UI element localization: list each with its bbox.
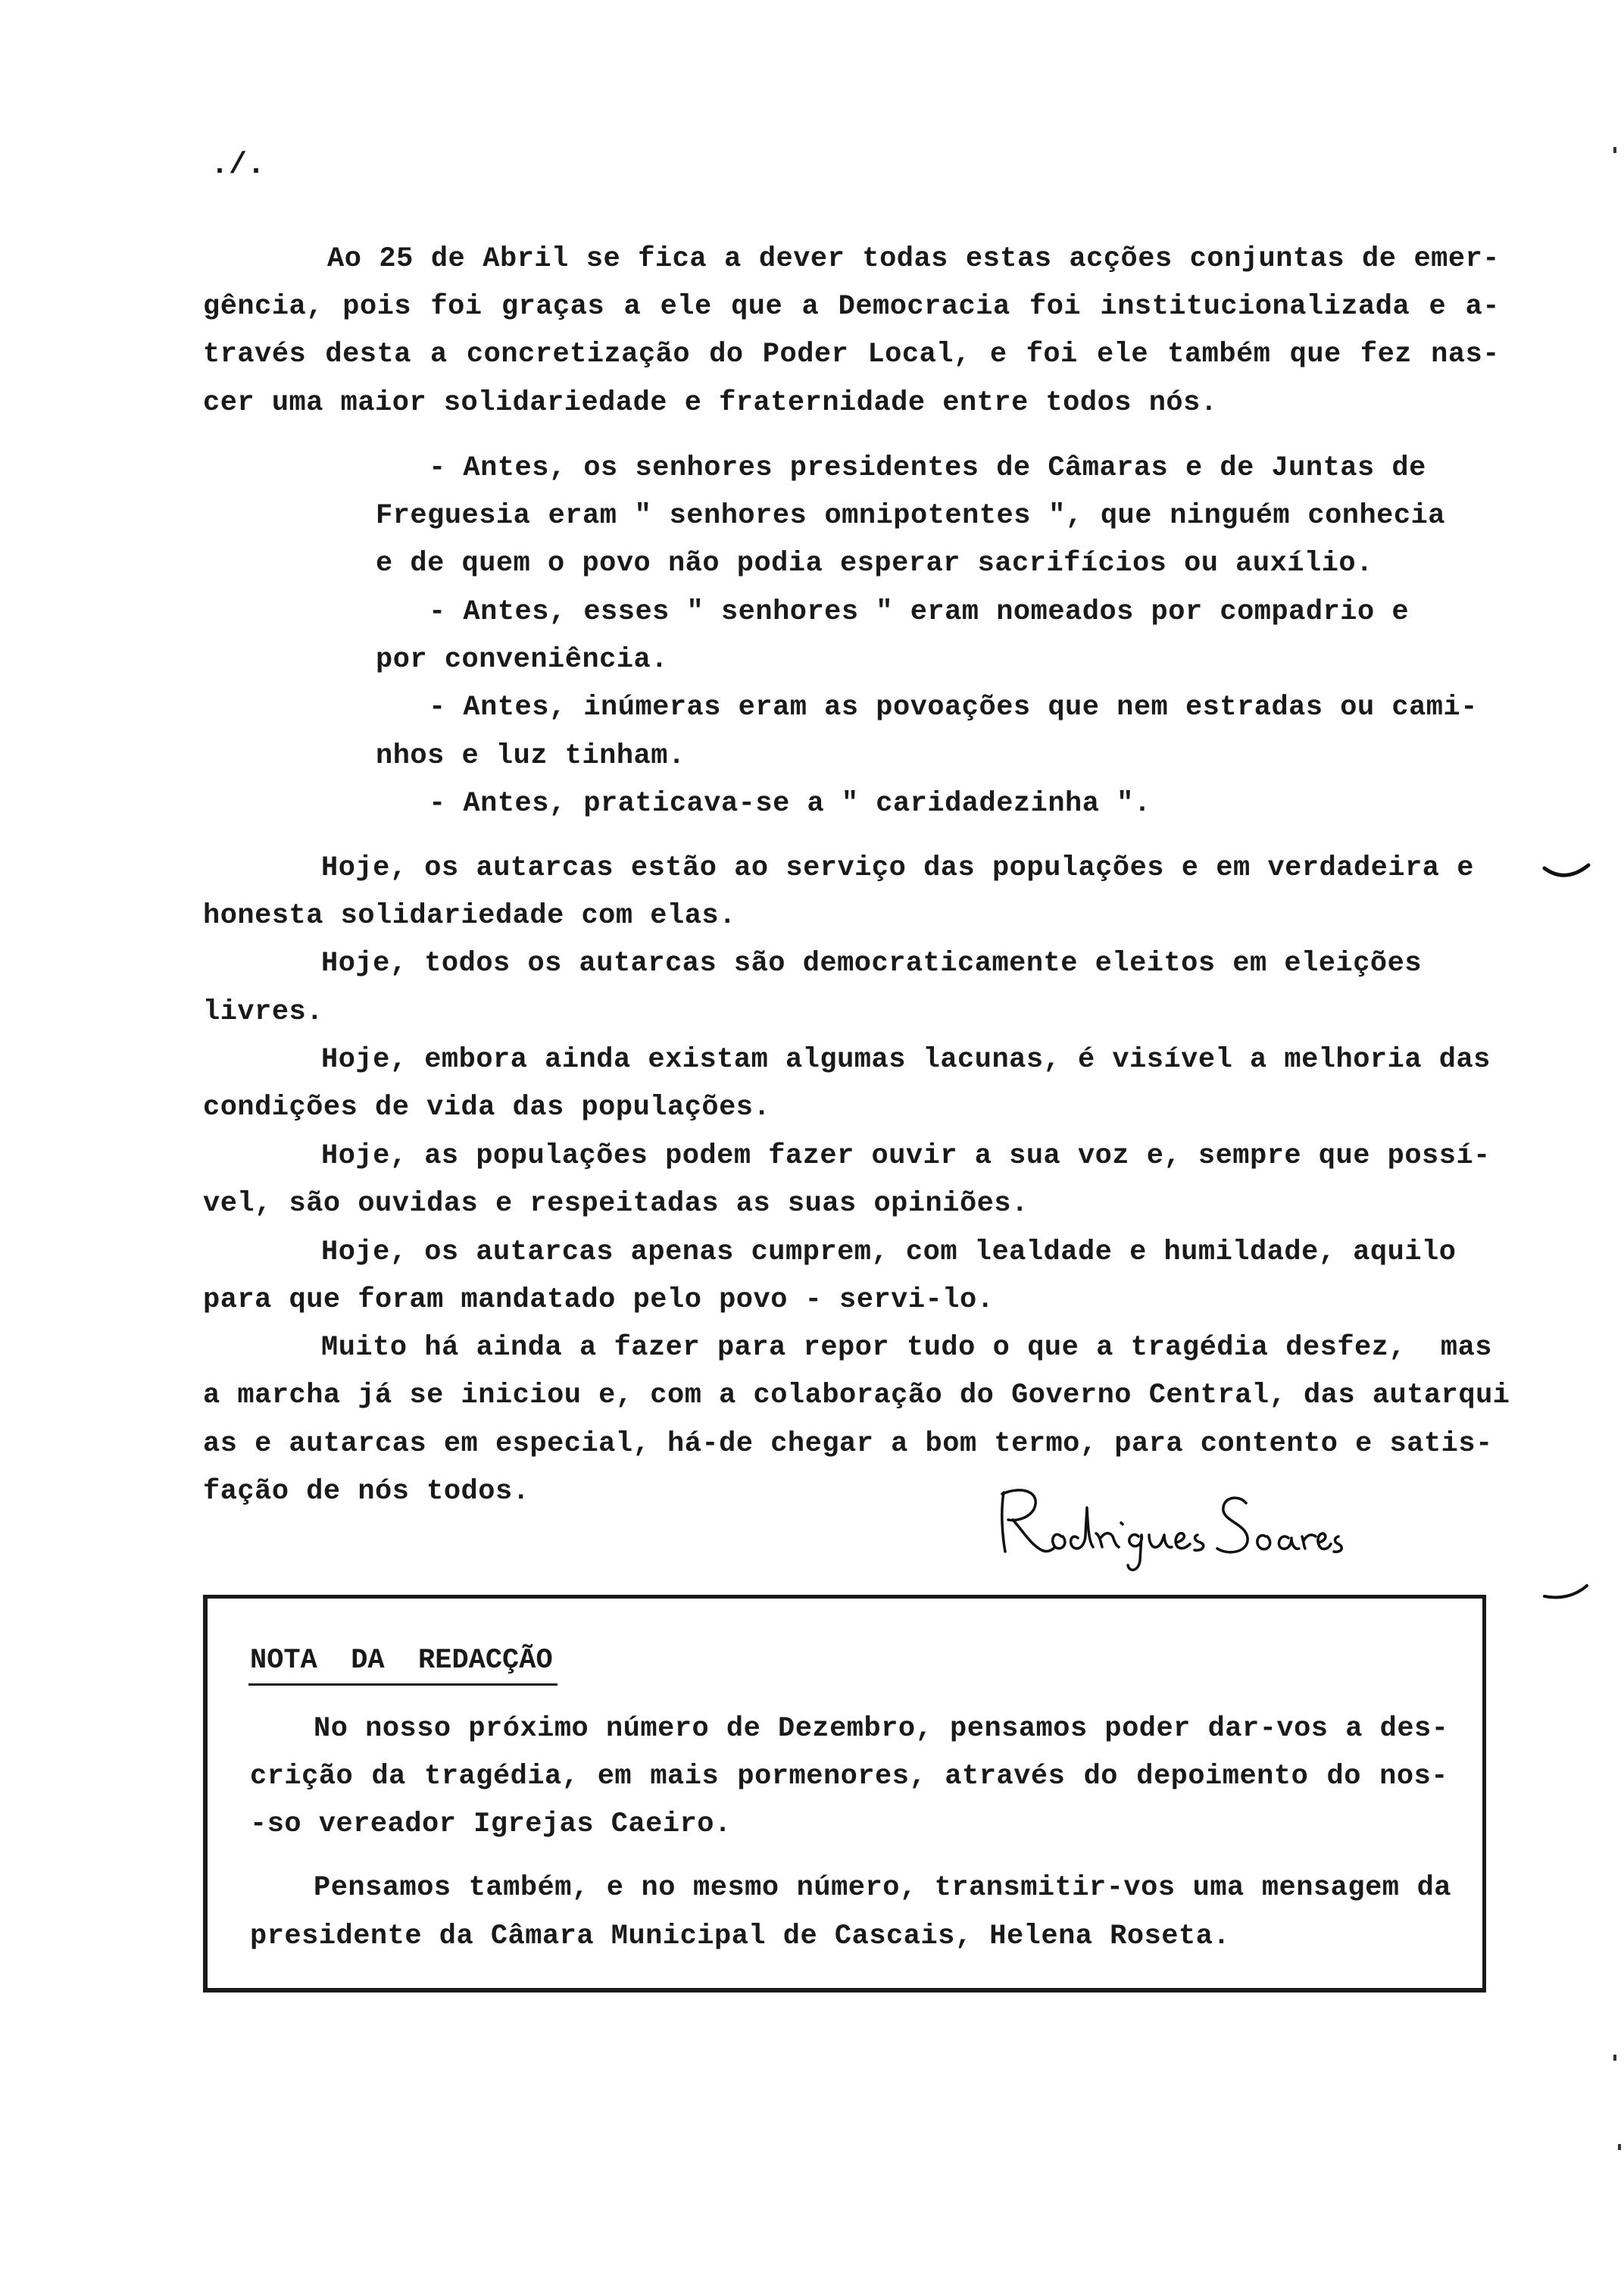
note-line: No nosso próximo número de Dezembro, pensamos poder dar-vos a des- [314, 1713, 1449, 1745]
hoje-line: Hoje, os autarcas apenas cumprem, com lealdade e humildade, aquilo [321, 1236, 1457, 1268]
hoje-line: para que foram mandatado pelo povo - servi-lo. [203, 1284, 995, 1316]
antes-line: Freguesia eram " senhores omnipotentes ", que ninguém conhecia [376, 500, 1445, 532]
body-line: cer uma maior solidariedade e fraternidade entre todos nós. [203, 387, 1218, 419]
hoje-line: Hoje, todos os autarcas são democraticamente eleitos em eleições [321, 948, 1423, 980]
body-line: través desta a concretização do Poder Local, e foi ele também que fez nas- [203, 339, 1500, 370]
hoje-line: Hoje, embora ainda existam algumas lacunas, é visível a melhoria das [321, 1044, 1491, 1076]
margin-dot [1618, 2144, 1621, 2150]
antes-line: - Antes, os senhores presidentes de Câmaras e de Juntas de [429, 452, 1426, 484]
hoje-line: livres. [203, 996, 323, 1028]
body-line: gência, pois foi graças a ele que a Democracia foi institucionalizada e a- [203, 291, 1500, 323]
hoje-line: as e autarcas em especial, há-de chegar a bom termo, para contento e satis- [203, 1428, 1493, 1460]
antes-line: nhos e luz tinham. [376, 740, 686, 772]
margin-tick-mark [1541, 856, 1594, 886]
hoje-line: fação de nós todos. [203, 1476, 530, 1508]
hoje-line: condições de vida das populações. [203, 1092, 771, 1124]
hoje-line: Muito há ainda a fazer para repor tudo o que a tragédia desfez, mas [321, 1332, 1492, 1364]
margin-tick-mark [1541, 1580, 1594, 1610]
antes-line: - Antes, inúmeras eram as povoações que nem estradas ou cami- [429, 692, 1478, 724]
hoje-line: vel, são ouvidas e respeitadas as suas opiniões. [203, 1188, 1029, 1220]
margin-dot [1613, 2055, 1616, 2061]
note-line: crição da tragédia, em mais pormenores, através do depoimento do nos- [250, 1761, 1448, 1792]
hoje-line: Hoje, as populações podem fazer ouvir a sua voz e, sempre que possí- [321, 1140, 1491, 1172]
note-line: presidente da Câmara Municipal de Cascais, Helena Roseta. [250, 1921, 1231, 1952]
hoje-line: honesta solidariedade com elas. [203, 900, 736, 932]
antes-line: - Antes, praticava-se a " caridadezinha ". [429, 788, 1151, 820]
hoje-line: a marcha já se iniciou e, com a colaboração do Governo Central, das autarqui [203, 1380, 1510, 1411]
antes-line: por conveniência. [376, 644, 668, 676]
hoje-line: Hoje, os autarcas estão ao serviço das populações e em verdadeira e [321, 852, 1474, 884]
note-line: -so vereador Igrejas Caeiro. [250, 1808, 732, 1840]
handwritten-signature [988, 1477, 1344, 1576]
antes-line: e de quem o povo não podia esperar sacrifícios ou auxílio. [376, 548, 1373, 580]
margin-dot [1613, 147, 1616, 153]
note-title-underline [248, 1683, 557, 1686]
antes-line: - Antes, esses " senhores " eram nomeados por compadrio e [429, 596, 1410, 628]
note-title: NOTA DA REDACÇÃO [250, 1645, 553, 1677]
note-line: Pensamos também, e no mesmo número, transmitir-vos uma mensagem da [314, 1872, 1451, 1904]
body-line: Ao 25 de Abril se fica a dever todas estas acções conjuntas de emer- [327, 243, 1500, 275]
page-continuation-mark: ./. [211, 148, 266, 183]
